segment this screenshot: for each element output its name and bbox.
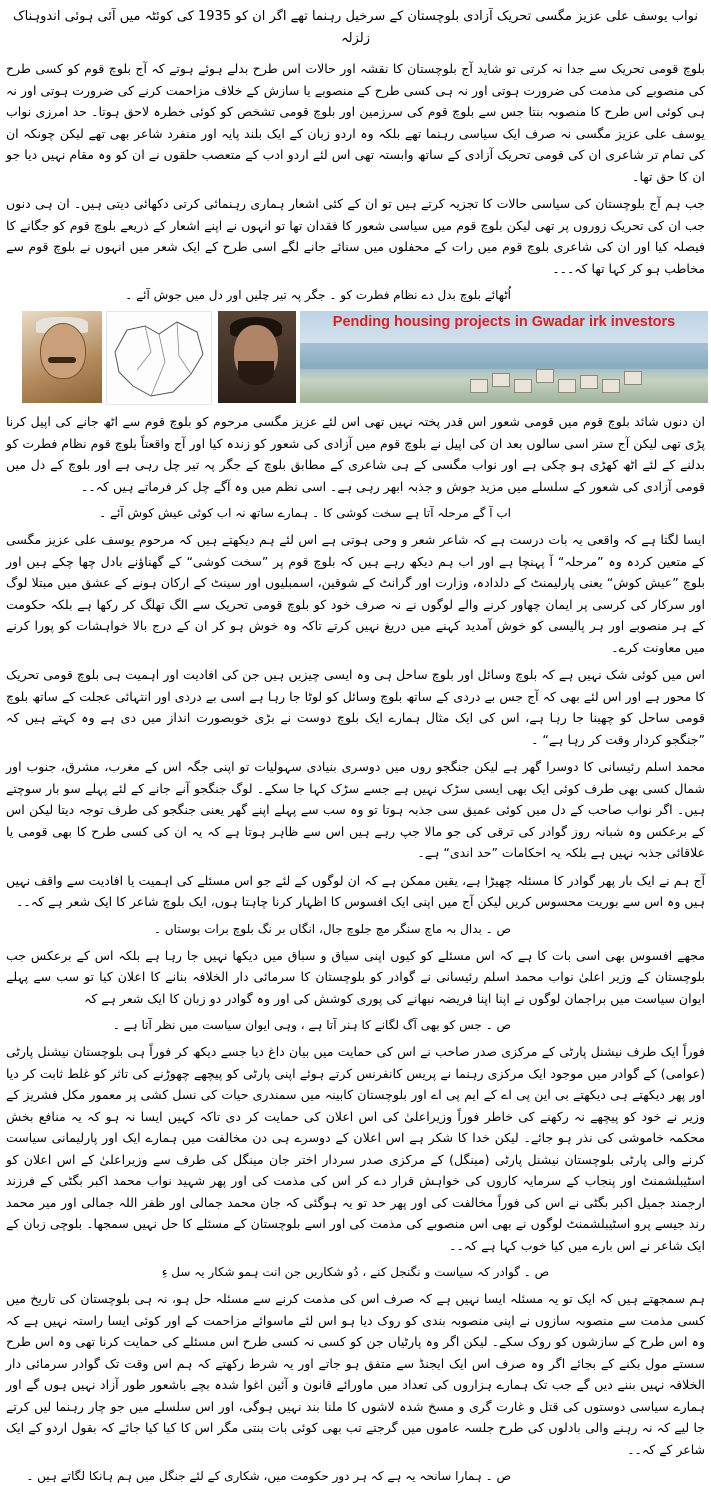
verse: اب آ گے مرحلہ آتا ہے سخت کوشی کا ۔ ہمارے ساتھ نہ اب کوئی عیش کوش آئے ۔ xyxy=(99,506,511,520)
paragraph: ان دنوں شائد بلوچ قوم میں قومی شعور اس قدر پختہ نہیں تھی اس لئے عزیز مگسی مرحوم کو بلوچ قوم سے اٹھ جانے کی اپیل کرنا پڑی تھی لیکن آج ستر اسی سالوں بعد ان کی اپیل نے بلوچ قوم میں آزادی کی شعور کو زندہ کیا اور آج واقعتاً بلوچ قوم نظام فطرت کو بدلنے کے لئے اٹھ کھڑی ہو چکی ہے اور نواب مگسی کے ہی شاعری کے مطابق بلوچ کے جگر پہ تیر چل رہی ہے اور بلوچ کے دل میں قومی آزادی کی شعور کے سلسلے میں مزید جوش و جذبہ ابھر رہی ہے۔ اسی نظم میں وہ آگے چل کر فرماتے ہیں کہ۔۔ xyxy=(6,414,705,494)
gwadar-photo xyxy=(300,311,708,403)
building-shape xyxy=(624,371,642,385)
paragraph: ایسا لگتا ہے کہ واقعی یہ بات درست ہے کہ شاعر شعر و وحی ہوتی ہے اس لئے ہم دیکھتے ہیں کہ مرحوم یوسف علی عزیز مگسی کے متعین کردہ وہ ”مرحلہ“ آ پہنچا ہے اور اب ہم دیکھ رہے ہیں کہ بلوچ قوم پر ”سخت کوشی“ کے گھناؤنے بادل چھا چکے ہیں اور بلوچ ”عیش کوش“ یعنی پارلیمنٹ کے دلدادہ، وزارت اور گرانٹ کے شوقین، اسمبلیوں اور سینٹ کے ارکان ہونے کے عشق میں مبتلا لوگ اور سرکار کی کرسی پر ایمان چھاور کرنے والے لوگوں نے نہ صرف خود کو بلوچ قومی تحریک سے الگ تھلگ کر رکھا ہے بلکہ حکومت کے ہر منصوبے اور ہر پالیسی کو خوش آمدید کہنے میں دریغ نہیں کرتے تاکہ وہ خوش ہو کر ان کے درج بالا خواہشات کو پورا کرنے میں معاونت کرے۔ xyxy=(6,532,705,655)
building-shape xyxy=(514,379,532,393)
paragraph: مجھے افسوس بھی اسی بات کا ہے کہ اس مسئلے کو کیوں اپنی سیاق و سباق میں دیکھا نہیں جا رہا ہے بلکہ اس کے برعکس جب بلوچستان کے وزیر اعلیٰ نواب محمد اسلم رئیسانی نے گوادر کو بلوچستان کا سرمائی دار الخلافہ بنانے کا اعلان کیا تو سب سے پہلے ایوان سیاست میں براجمان لوگوں نے اپنا اپنا فریضہ نبھانے کی پوری کوشش کی اور وہ گوادر دو زبان کا ایک شعر ہے کہ xyxy=(6,947,705,1006)
paragraph: محمد اسلم رئیسانی کا دوسرا گھر ہے لیکن جنگجو روں میں دوسری بنیادی سہولیات تو اپنی جگہ اس کے مغرب، مشرق، جنوب اور شمال کسی بھی طرف کوئی ایک بھی ایسی سڑک نہیں ہے جسے سڑک کہا جا سکے۔ لوگ جنگجو آنے جانے کے لئے پہلے سو بار سوچتے ہیں۔ اگر نواب صاحب کے دل میں کوئی عمیق سی جذبہ ہوتا تو وہ سب سے پہلے اپنے گھر یعنی جنگجو کی طرف توجہ دیتا لیکن اس کے برعکس وہ شبانہ روز گوادر کی ترقی کی جو مالا جپ رہے ہیں اس سے ظاہر ہوتا ہے کہ یہ ان کی کسی طرح کا بھی قومی یا علاقائی جذبہ نہیں ہے بلکہ یہ احکامات ”حد اندی“ ہے۔ xyxy=(6,759,705,860)
verse: اُٹھائے بلوچ بدل دے نظام فطرت کو ۔ جگر پہ تیر چلیں اور دل میں جوش آئے ۔ xyxy=(125,288,511,302)
paragraph: آج ہم نے ایک بار پھر گوادر کا مسئلہ چھیڑا ہے، یقین ممکن ہے کہ ان لوگوں کے لئے جو اس مسئلے کی اہمیت یا افادیت سے واقف نہیں ہیں وہ اس سے بوریت محسوس کریں لیکن آج میں اپنی ایک افسوس کا اظہار کرنا چاہتا ہوں، ایک بلوچ شاعر کا ایک شعر ہے کہ۔۔ xyxy=(6,872,705,909)
moustache-shape xyxy=(48,357,76,363)
building-shape xyxy=(580,375,598,389)
building-shape xyxy=(492,373,510,387)
verse: ص ۔ گوادر کہ سیاست و نگنجل کنے ، دُو شکاریں جن انت ہمو شکار یہ سل ءِ xyxy=(161,1265,550,1279)
map-outline-icon xyxy=(107,312,211,404)
building-shape xyxy=(602,379,620,393)
photo-strip xyxy=(0,311,711,405)
portrait-photo xyxy=(218,311,296,403)
paragraph: ہم سمجھتے ہیں کہ ایک تو یہ مسئلہ ایسا نہیں ہے کہ صرف اس کی مذمت کرنے سے مسئلہ حل ہو، نہ ہی بلوچستان کی تاریخ میں کسی مذمت سے منصوبہ سازوں نے اپنی منصوبہ بندی کو روک دیا ہو اس لئے ماسوائے مزاحمت کے اور کوئی ایسا راستہ نہیں ہے کہ وہ اس طرح کے سازشوں کو روک سکے۔ لیکن اگر وہ پارٹیاں جن کو کسی نہ کسی طرح اس مسئلے کی حمایت کرنا تھی وہ اس طرح سستے مول بکنے کے بجائے اگر وہ صرف اس ایک ایجنڈ سے متفق ہو جاتے اور یہ شرط رکھتے کہ ہم اس وقت تک گوادر سرمائی دار الخلافہ نہیں بننے دیں گے جب تک ہمارے ہزاروں کی تعداد میں ماورائے قانون و آئین اغوا شدہ بچے باشعور طور آزاد نہیں ہوں گے اور ہمارے سیاسی دوستوں کی قتل و غارت گری و مسخ شدہ لاشوں کا ملنا بند نہیں ہوگی، اور اس سلسلے میں جو چار رہنما لیں کرتے جا لیے کہ نہ رہنے والی بادلوں کی طرح جلسہ عاموں میں گرجتے تب بھی کوئی بات بنتی مگر اس کا کیا کیا جائے کہ بقول اردو کے ایک شاعر کے کہ۔۔ xyxy=(6,1291,705,1457)
building-shape xyxy=(558,379,576,393)
photo-caption: Pending housing projects in Gwadar irk investors xyxy=(332,314,676,330)
verse: ص ۔ ہمارا سانحہ یہ ہے کہ ہر دور حکومت میں، شکاری کے لئے جنگل میں ہم ہانکا لگاتے ہیں ۔ xyxy=(26,1469,511,1483)
building-shape xyxy=(536,369,554,383)
paragraph: اس میں کوئی شک نہیں ہے کہ بلوچ وسائل اور بلوچ ساحل ہی وہ ایسی چیزیں ہیں جن کی افادیت اور اہمیت ہی بلوچ قومی تحریک کا محور ہے اور اس لئے بھی کہ آج جس بے دردی کے ساتھ بلوچ وسائل کو لوٹا جا رہا ہے اسی بے دردی اور انتہائی عجلت کے ساتھ بلوچ قومی ساحل کو چھینا جا رہا ہے، اس کی ایک مثال ہمارے ایک بلوچ دوست نے بڑی خوبصورت انداز میں دی ہے وہ کہتے ہیں کہ ”جنگجو کردار وقت کر رہا ہے“ ۔ xyxy=(6,667,705,747)
paragraph: بلوچ قومی تحریک سے جدا نہ کرتی تو شاید آج بلوچستان کا نقشہ اور حالات اس طرح بدلے ہوئے ہوتے کہ آج بلوچ قوم کو کسی طرح کی منصوبے کی مذمت کی ضرورت ہوتی اور نہ ہی کسی طرح کے منصوبے یا سازش کے خلاف مزاحمت کرنے کی ضرورت ہوتی اور نہ ہی کوئی اس طرح کا منصوبہ بنتا جس سے بلوچ قوم کی سرزمین اور بلوچ قومی تشخص کو کوئی خطرہ لاحق ہوتا۔ حد امرزی نواب یوسف علی عزیز مگسی نہ صرف ایک سیاسی رہنما تھے بلکہ وہ اردو زبان کے ایک بلند پایہ اور منفرد شاعر بھی تھے لیکن چونکہ ان کی تمام تر شاعری ان کی قومی تحریک آزادی کے ساتھ وابستہ تھی اس لئے اردو ادب کے متعصب حلقوں نے ان کو وہ مقام نہیں دیا جو ان کا حق تھا۔ xyxy=(6,61,705,184)
article-title: نواب یوسف علی عزیز مگسی تحریک آزادی بلوچستان کے سرخیل رہنما تھے اگر ان کو 1935 کی کوئٹہ میں آئی ہوئی اندوہناک زلزلہ xyxy=(13,9,698,46)
paragraph: جب ہم آج بلوچستان کی سیاسی حالات کا تجزیہ کرتے ہیں تو ان کے کئی اشعار ہماری رہنمائی کرتی دکھائی دیتی ہیں۔ ان ہی دنوں جب ان کی تحریک زوروں پر تھی لیکن بلوچ قوم میں سیاسی شعور کا فقدان تھا تو انہوں نے اپنے اشعار کے ذریعے بلوچ قوم کو جگانے کا فیصلہ کیا اور ان کی شاعری بلوچ قوم میں رات کے محفلوں میں سنائے جانے لگے اسی طرح کے ایک شعر میں انہوں نے بلوچ قوم سے مخاطب ہو کر کہا تھا کہ۔۔۔ xyxy=(6,196,705,276)
beard-shape xyxy=(238,361,274,385)
verse: ص ۔ جس کو بھی آگ لگانے کا ہنر آتا ہے ، وہی ایوان سیاست میں نظر آتا ہے ۔ xyxy=(112,1018,511,1032)
paragraph: فوراً ایک طرف نیشنل پارٹی کے مرکزی صدر صاحب نے اس کی حمایت میں بیان داغ دیا جسے دیکھ کر فوراً ہی بلوچستان نیشنل پارٹی (عوامی) کے گوادر میں موجود ایک مرکزی رہنما نے پریس کانفرنس کرتے ہوئے اپنی پارٹی کو پیچھے چھوڑنے کی تاثر کو غلط ثابت کر دیا اور پھر دیکھتے ہی دیکھتے بی این پی اے کے ایم پی اے اور بلوچستان کابینہ میں سمندری حیات کی نسل کشی پر معمور مکل فشریز کے وزیر نے خود کو پیچھے نہ رکھنے کی خاطر فوراً وزیراعلیٰ کی اس اعلان کی حمایت کر دی تاکہ کہیں ایسا نہ ہو کہ یہ منافع بخش محکمہ خاموشی کی نذر ہو جائے۔ لیکن خدا کا شکر ہے اس اعلان کے دوسرے ہی دن مخالفت میں ہمارے ایک اور پارلیمانی سیاست کرنے والی پارٹی بلوچستان نیشنل پارٹی (مینگل) کے مرکزی صدر سردار اختر جان مینگل کی طرف سے وزیراعلیٰ کے اس اعلان کو اسٹیبلشمنٹ اور پنجاب کے سرمایہ کاروں کی خواہش قرار دے کر اس کی مذمت کی اور پھر شہید نواب محمد اکبر بگٹی کے فرزند ارجمند جمیل اکبر بگٹی نے اس کی فوراً مخالفت کی اور پھر حد تو یہ ہوگئی کہ جان محمد جمالی اور ظفر اللہ جمالی اور میر محمد رند جیسے پرو اسٹیبلشمنٹ لوگوں نے بھی اس منصوبے کی مذمت کی اور اسے بلوچستان کے مسئلے کا حل نہیں سمجھا۔ بلوچی زبان کے ایک شاعر نے اس بارے میں کیا خوب کہا ہے کہ۔۔ xyxy=(6,1044,705,1253)
building-shape xyxy=(470,379,488,393)
sea-band xyxy=(300,343,708,369)
portrait-photo xyxy=(22,311,102,403)
map-image xyxy=(106,311,212,405)
verse: ص ۔ بدال بہ ماچ سنگر مچ جلوچ جال، انگاں بر نگ بلوچ برات بوستاں ۔ xyxy=(153,921,511,936)
face-shape xyxy=(40,323,86,379)
